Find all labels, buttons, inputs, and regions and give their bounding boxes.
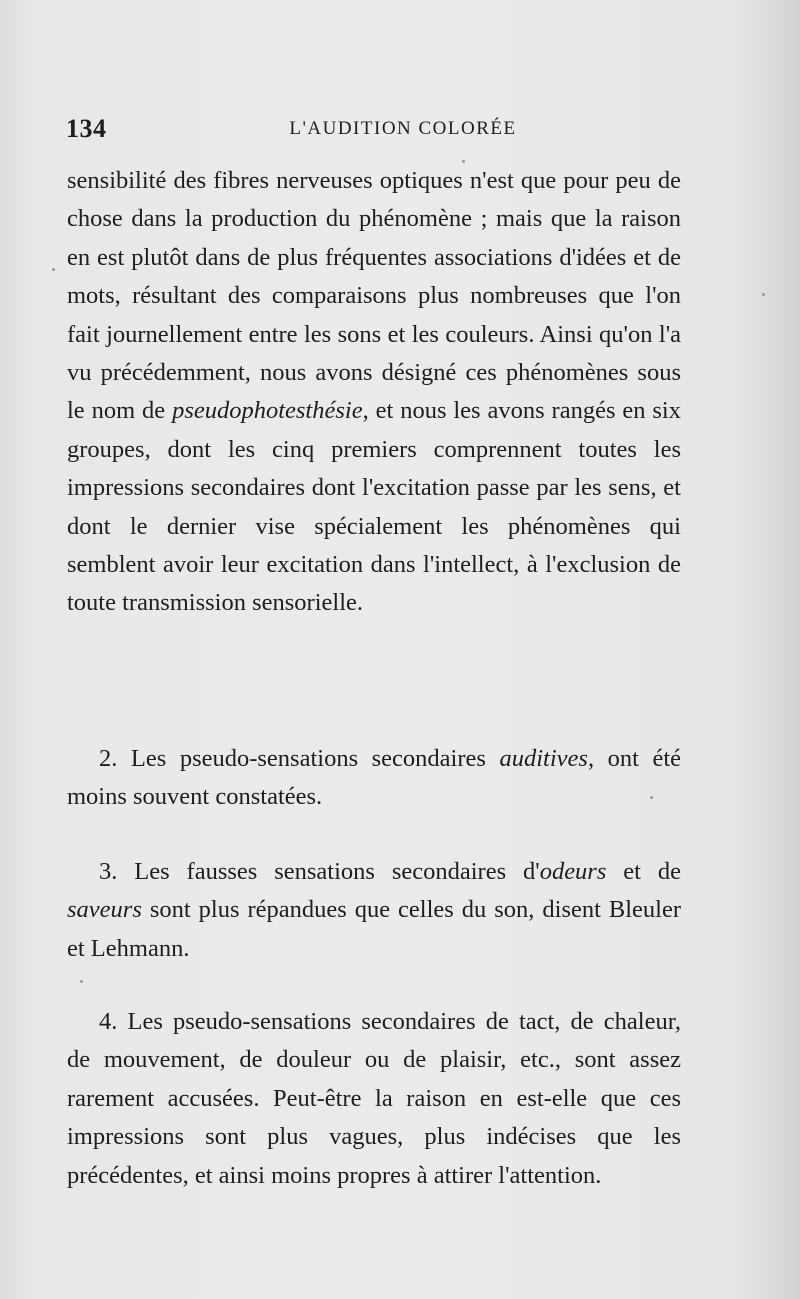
paragraph-1-block xyxy=(67,162,681,623)
paragraph-3-number: 3. xyxy=(99,858,118,885)
paragraph-3-block xyxy=(67,853,681,968)
italic-term-pseudophotesthesie: pseudophotesthésie xyxy=(172,397,363,425)
paragraph-1-text-before: sensibilité des fibres nerveuses optiques n'est que pour peu de chose dans la production du phénomène ; mais que la raison en est plutôt dans de plus fréquentes associations d'idées et de mots, résultant des comparaisons plus nombreuses que l'on fait journellement entre les sons et les couleurs. Ainsi qu'on l'a vu précédemment, nous avons désigné ces phénomènes sous le nom de xyxy=(67,167,681,425)
paragraph-4 xyxy=(67,1003,681,1195)
page-header xyxy=(66,112,740,144)
paragraph-3-text-before: Les fausses sensations secondaires d' xyxy=(134,858,540,885)
paragraph-2-block xyxy=(67,740,681,817)
paragraph-4-text: Les pseudo-sensations secondaires de tact, de chaleur, de mouvement, de douleur ou de plaisir, etc., sont assez rarement accusées. Peut-être la raison en est-elle que ces impressions sont plus vagues, plus indécises que les précédentes, et ainsi moins propres à attirer l'attention. xyxy=(67,1008,681,1189)
paragraph-3 xyxy=(67,853,681,968)
italic-term-odeurs: odeurs xyxy=(539,858,607,885)
italic-term-auditives: auditives xyxy=(499,745,588,772)
paper-speck xyxy=(650,796,653,799)
paragraph-2-number: 2. xyxy=(99,745,118,772)
paragraph-2-text-before: Les pseudo-sensations secondaires xyxy=(130,745,486,772)
paper-speck xyxy=(52,268,55,271)
paper-speck xyxy=(762,293,765,296)
paper-speck xyxy=(80,980,83,983)
paragraph-1-text-after: , et nous les avons rangés en six groupes, dont les cinq premiers comprennent toutes les impressions secondaires dont l'excitation passe par les sens, et dont le dernier vise spécialement les phénomènes qui semblent avoir leur excitation dans l'intellect, à l'exclusion de toute transmission sensorielle. xyxy=(67,397,681,617)
italic-term-saveurs: saveurs xyxy=(67,896,142,924)
paragraph-2 xyxy=(67,740,681,817)
paragraph-2-text-after: , ont été moins souvent constatées. xyxy=(67,745,682,811)
paragraph-3-text-middle: et de xyxy=(623,858,682,885)
page-number: 134 xyxy=(66,114,107,143)
paragraph-4-block xyxy=(67,1003,681,1195)
paragraph-1 xyxy=(67,162,681,623)
paragraph-4-number: 4. xyxy=(99,1008,118,1035)
paragraph-3-text-after: sont plus répandues que celles du son, disent Bleuler et Lehmann. xyxy=(67,896,681,962)
paper-speck xyxy=(462,160,465,163)
running-title: L'AUDITION COLORÉE xyxy=(289,118,517,139)
